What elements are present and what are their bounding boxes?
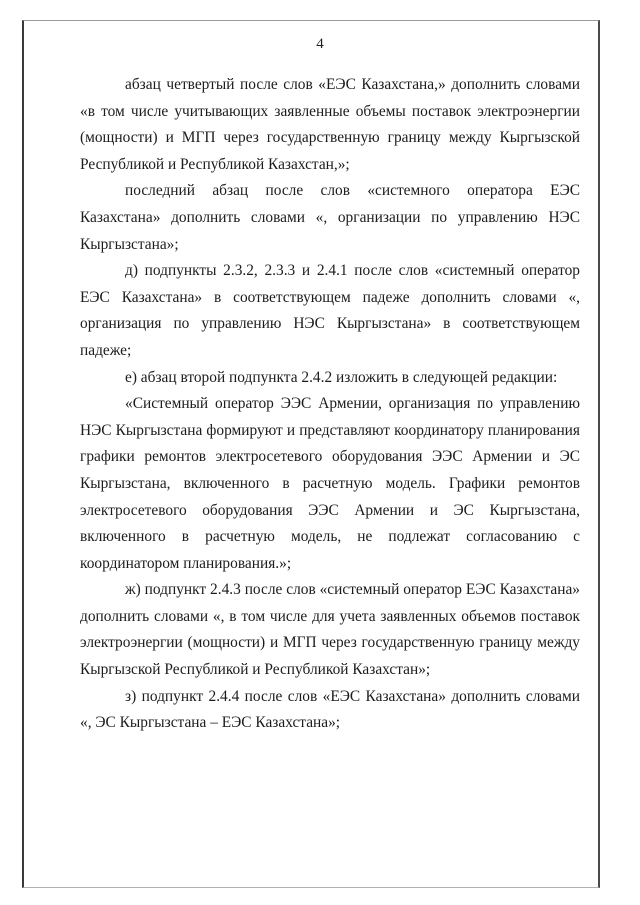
paragraph-item: д) подпункты 2.3.2, 2.3.3 и 2.4.1 после слов «системный оператор ЕЭС Казахстана» в соответствующем падеже дополнить словами «, организация по управлению НЭС Кыргызстана» в соответствующем падеже; [80,262,580,359]
page-number: 4 [316,36,324,52]
document-body [80,72,580,737]
paragraph-item: е) абзац второй подпункта 2.4.2 изложить в следующей редакции: [125,368,558,386]
paragraph-item: ж) подпункт 2.4.3 после слов «системный оператор ЕЭС Казахстана» дополнить словами «, в том числе для учета заявленных объемов поставок электроэнергии (мощности) и МГП через государственную границу между Кыргызской Республикой и Республикой Казахстан»; [80,581,580,679]
paragraph-item: абзац четвертый после слов «ЕЭС Казахстана,» дополнить словами «в том числе учитывающих заявленные объемы поставок электроэнергии (мощности) и МГП через государственную границу между Кыргызской Республикой и Республикой Казахстан,»; [80,76,580,173]
paragraph-item: «Системный оператор ЭЭС Армении, организация по управлению НЭС Кыргызстана формируют и представляют координатору планирования графики ремонтов электросетевого оборудования ЭЭС Армении и ЭС Кыргызстана, включенного в расчетную модель. Графики ремонтов электросетевого оборудования ЭЭС Армении и ЭС Кыргызстана, включенного в расчетную модель, не подлежат согласованию с координатором планирования.»; [80,395,580,572]
paragraph-item: з) подпункт 2.4.4 после слов «ЕЭС Казахстана» дополнить словами «, ЭС Кыргызстана – ЕЭС Казахстана»; [80,687,580,732]
paragraph-item: последний абзац после слов «системного оператора ЕЭС Казахстана» дополнить словами «, организации по управлению НЭС Кыргызстана»; [80,182,580,253]
